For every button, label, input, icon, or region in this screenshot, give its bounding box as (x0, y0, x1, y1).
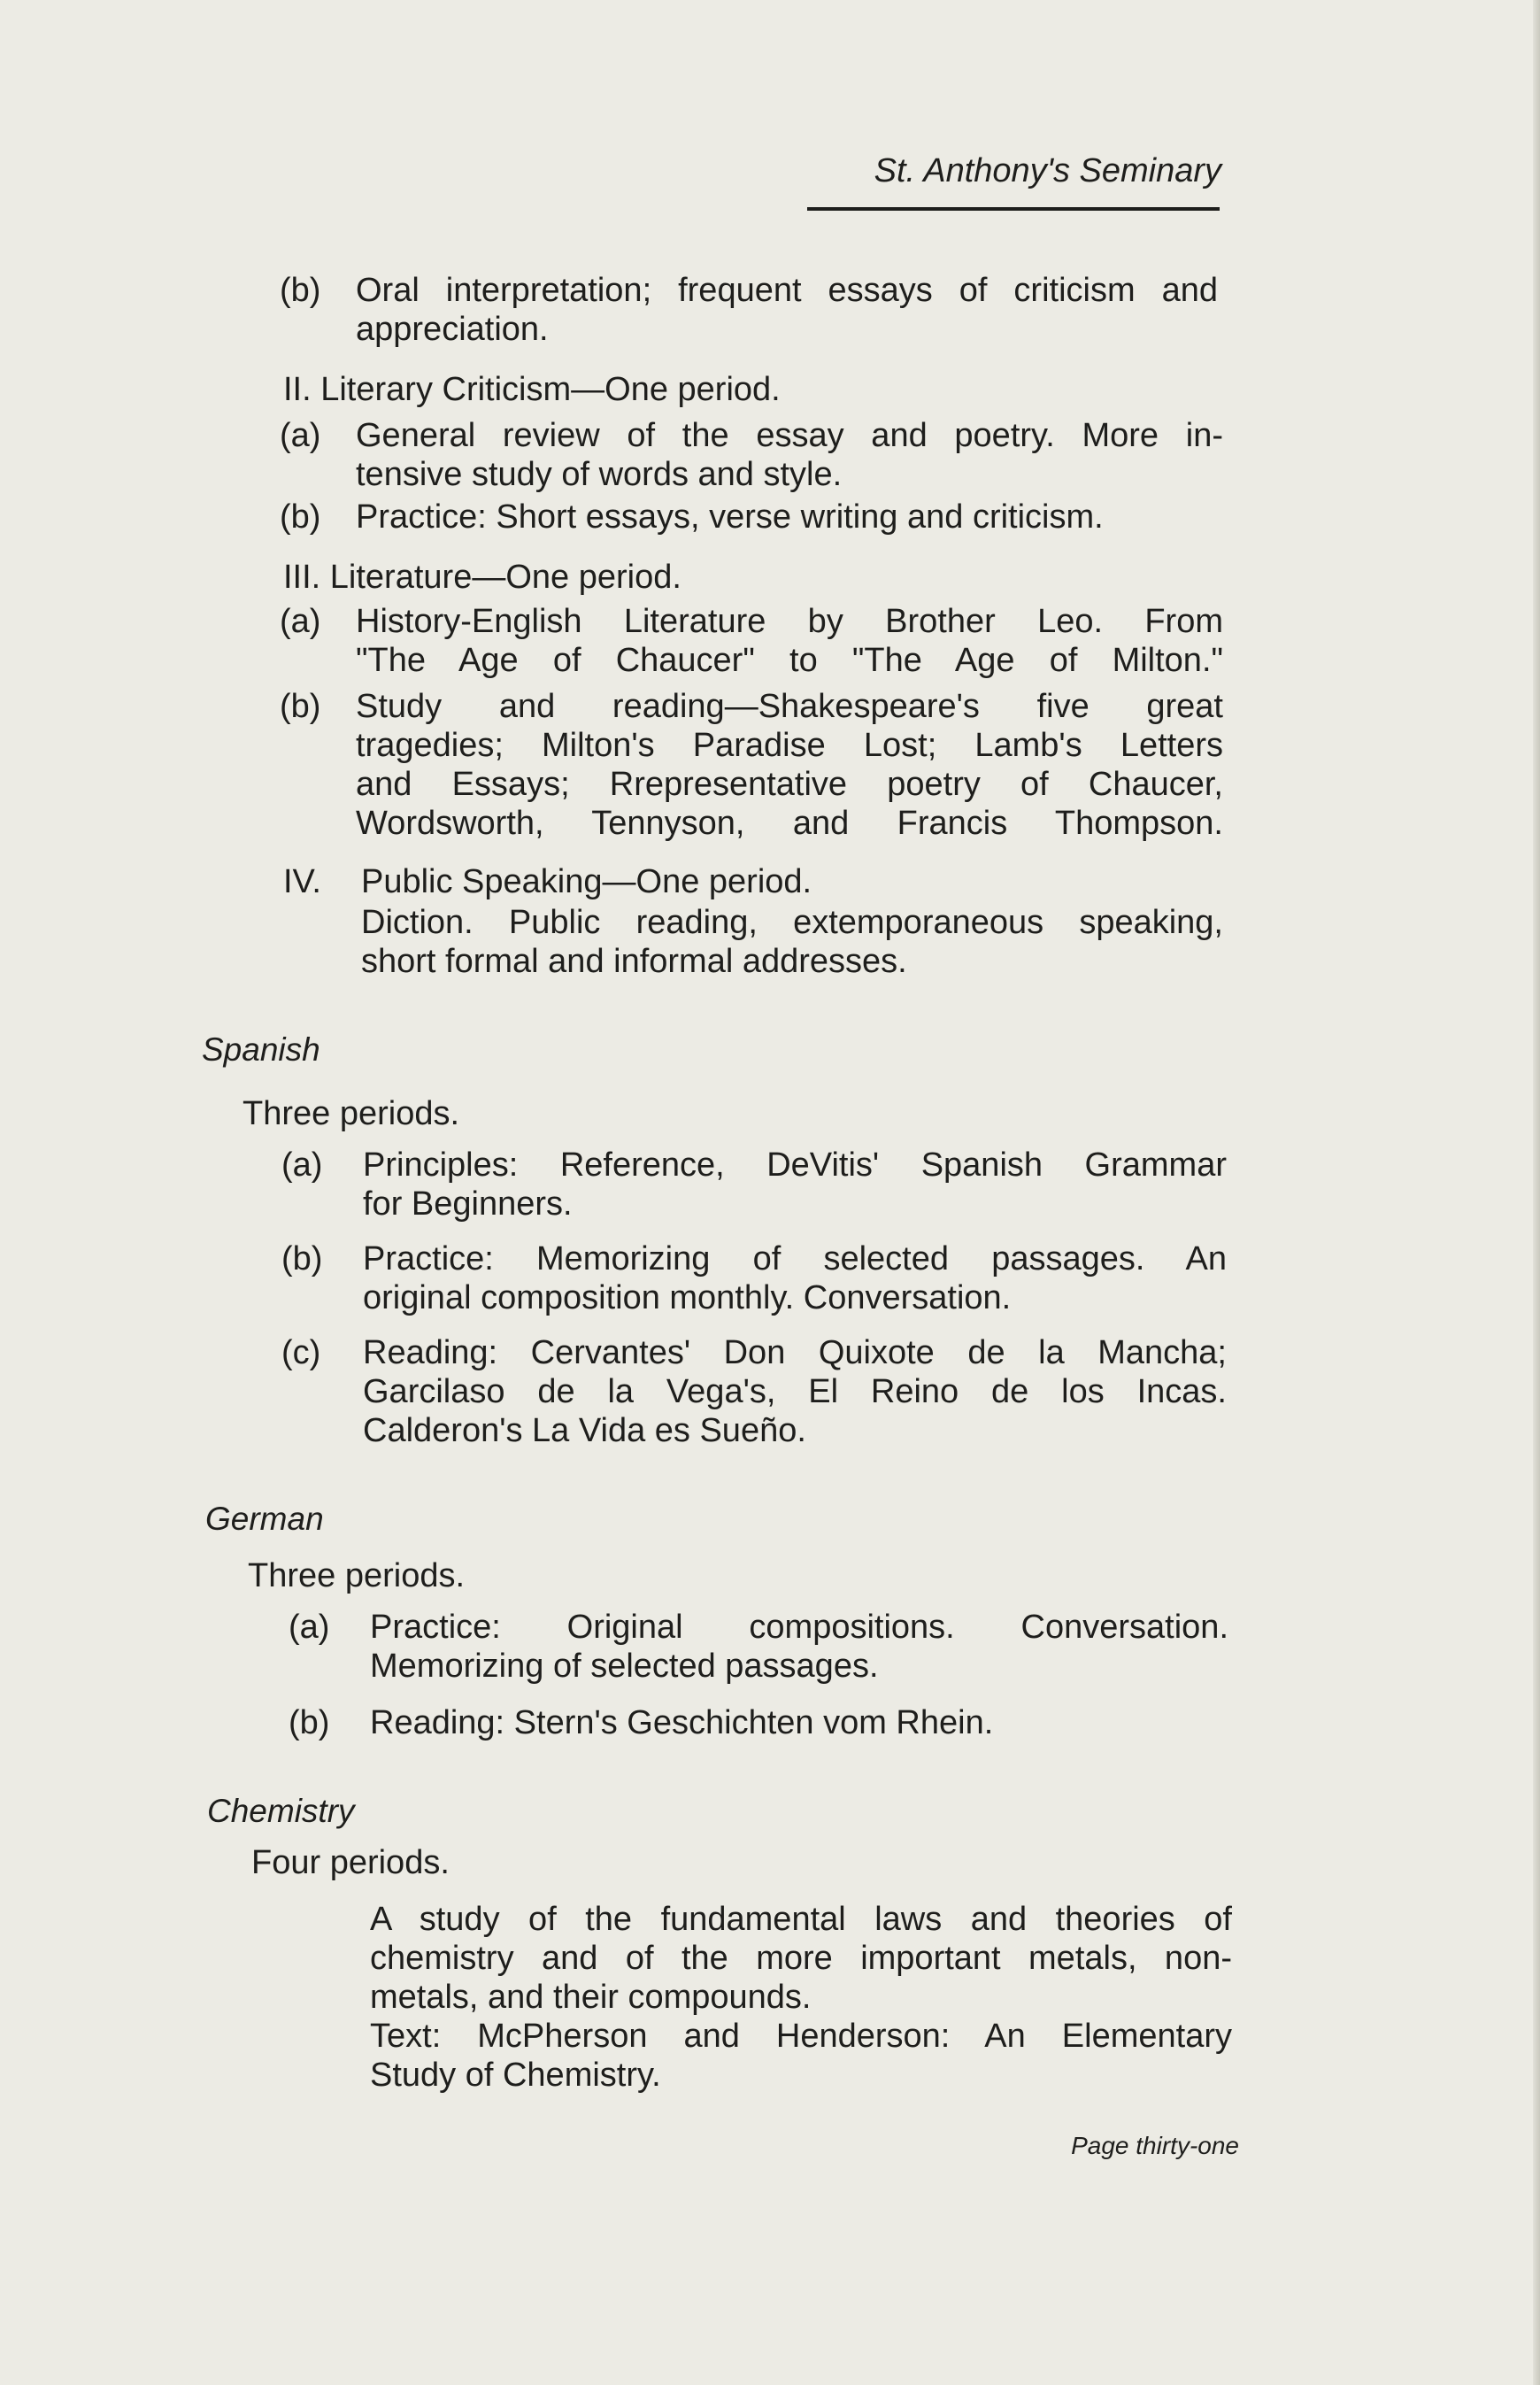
item-label: (a) (289, 1609, 330, 1646)
section-heading-iii: III. Literature—One period. (283, 559, 681, 596)
text-line: Reading: Cervantes' Don Quixote de la Mancha; (363, 1334, 1227, 1371)
text-line: History-English Literature by Brother Leo. From (356, 603, 1223, 640)
periods-spanish: Three periods. (243, 1095, 460, 1132)
text-line: Practice: Short essays, verse writing and criticism. (356, 498, 1104, 536)
running-head: St. Anthony's Seminary (874, 152, 1221, 189)
text-line: Garcilaso de la Vega's, El Reino de los Incas. (363, 1373, 1227, 1410)
text-line: short formal and informal addresses. (361, 943, 907, 980)
text-line: Practice: Memorizing of selected passages. An (363, 1240, 1227, 1277)
text-line: Study of Chemistry. (370, 2057, 661, 2094)
text-line: Oral interpretation; frequent essays of criticism and (356, 272, 1218, 309)
section-heading-iv: Public Speaking—One period. (361, 863, 812, 900)
text-line: Study and reading—Shakespeare's five great (356, 688, 1223, 725)
item-label: (a) (280, 417, 321, 454)
text-line: Text: McPherson and Henderson: An Elementary (370, 2018, 1232, 2055)
text-line: A study of the fundamental laws and theories of (370, 1901, 1232, 1938)
text-line: and Essays; Rrepresentative poetry of Chaucer, (356, 766, 1223, 803)
item-label: (a) (280, 603, 321, 640)
item-label: (c) (281, 1334, 321, 1371)
text-line: General review of the essay and poetry. More in- (356, 417, 1223, 454)
item-label: (b) (280, 498, 321, 536)
text-line: Principles: Reference, DeVitis' Spanish Grammar (363, 1146, 1227, 1184)
text-line: tragedies; Milton's Paradise Lost; Lamb's Letters (356, 727, 1223, 764)
section-heading-ii: II. Literary Criticism—One period. (283, 371, 781, 408)
text-line: Calderon's La Vida es Sueño. (363, 1412, 806, 1449)
text-line: appreciation. (356, 311, 549, 348)
section-numeral-iv: IV. (283, 863, 321, 900)
periods-chemistry: Four periods. (251, 1844, 450, 1881)
text-line: Memorizing of selected passages. (370, 1648, 879, 1685)
item-label: (b) (281, 1240, 323, 1277)
periods-german: Three periods. (248, 1557, 466, 1594)
heading-spanish: Spanish (202, 1031, 320, 1068)
item-label: (a) (281, 1146, 323, 1184)
text-line: original composition monthly. Conversation. (363, 1279, 1012, 1316)
text-line: Wordsworth, Tennyson, and Francis Thompson. (356, 805, 1223, 842)
text-line: "The Age of Chaucer" to "The Age of Milton." (356, 642, 1223, 679)
item-label: (b) (280, 272, 321, 309)
item-label: (b) (289, 1704, 330, 1741)
text-line: for Beginners. (363, 1185, 573, 1223)
text-line: Diction. Public reading, extemporaneous speaking, (361, 904, 1223, 941)
text-line: Reading: Stern's Geschichten vom Rhein. (370, 1704, 994, 1741)
item-label: (b) (280, 688, 321, 725)
text-line: Practice: Original compositions. Conversation. (370, 1609, 1228, 1646)
running-head-rule (807, 207, 1220, 211)
heading-chemistry: Chemistry (207, 1793, 355, 1829)
text-line: chemistry and of the more important metals, non- (370, 1940, 1232, 1977)
page-number: Page thirty-one (1071, 2132, 1239, 2159)
text-line: metals, and their compounds. (370, 1979, 812, 2016)
binding-edge (1533, 0, 1540, 2385)
text-line: tensive study of words and style. (356, 456, 843, 493)
heading-german: German (205, 1501, 324, 1537)
